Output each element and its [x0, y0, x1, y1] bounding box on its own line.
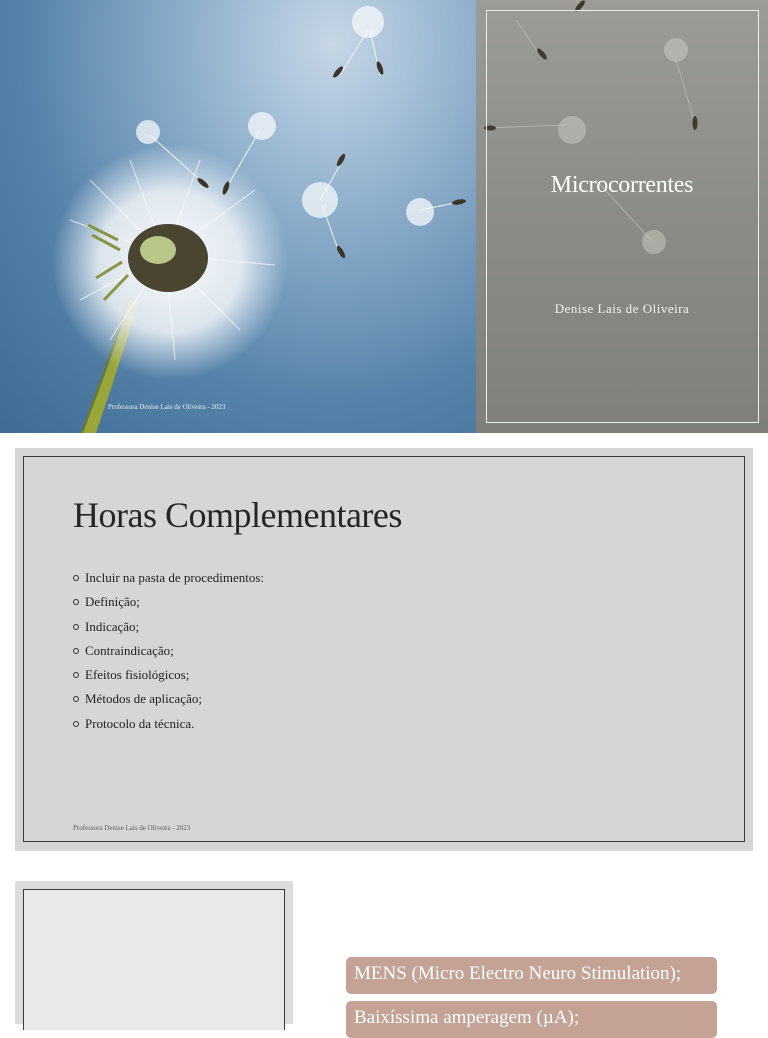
presentation-title: Microcorrentes — [550, 172, 694, 198]
slide-inner-frame — [23, 889, 285, 1030]
bullet-item: Incluir na pasta de procedimentos: — [73, 568, 264, 592]
bullet-item: Indicação; — [73, 617, 264, 641]
slide-footer: Professora Denise Lais de Oliveira - 2023 — [108, 403, 226, 411]
slide-footer: Professora Denise Lais de Oliveira - 2023 — [73, 824, 191, 832]
highlight-item: MENS (Micro Electro Neuro Stimulation); — [346, 957, 717, 994]
bullet-list — [73, 568, 264, 738]
content-slide — [15, 448, 753, 851]
dandelion-illustration — [0, 0, 476, 433]
title-frame — [486, 10, 759, 423]
dandelion-photo — [0, 0, 476, 433]
bullet-item: Contraindicação; — [73, 641, 264, 665]
bullet-item: Protocolo da técnica. — [73, 714, 264, 738]
bullet-item: Métodos de aplicação; — [73, 689, 264, 713]
bullet-item: Definição; — [73, 592, 264, 616]
title-panel — [476, 0, 768, 433]
author-name: Denise Lais de Oliveira — [554, 301, 690, 316]
highlight-item: Baixíssima amperagem (µA); — [346, 1001, 717, 1038]
bullet-item: Efeitos fisiológicos; — [73, 665, 264, 689]
title-slide — [0, 0, 768, 433]
slide-title: Horas Complementares — [73, 495, 402, 535]
slide-thumbnail-panel — [15, 881, 293, 1024]
